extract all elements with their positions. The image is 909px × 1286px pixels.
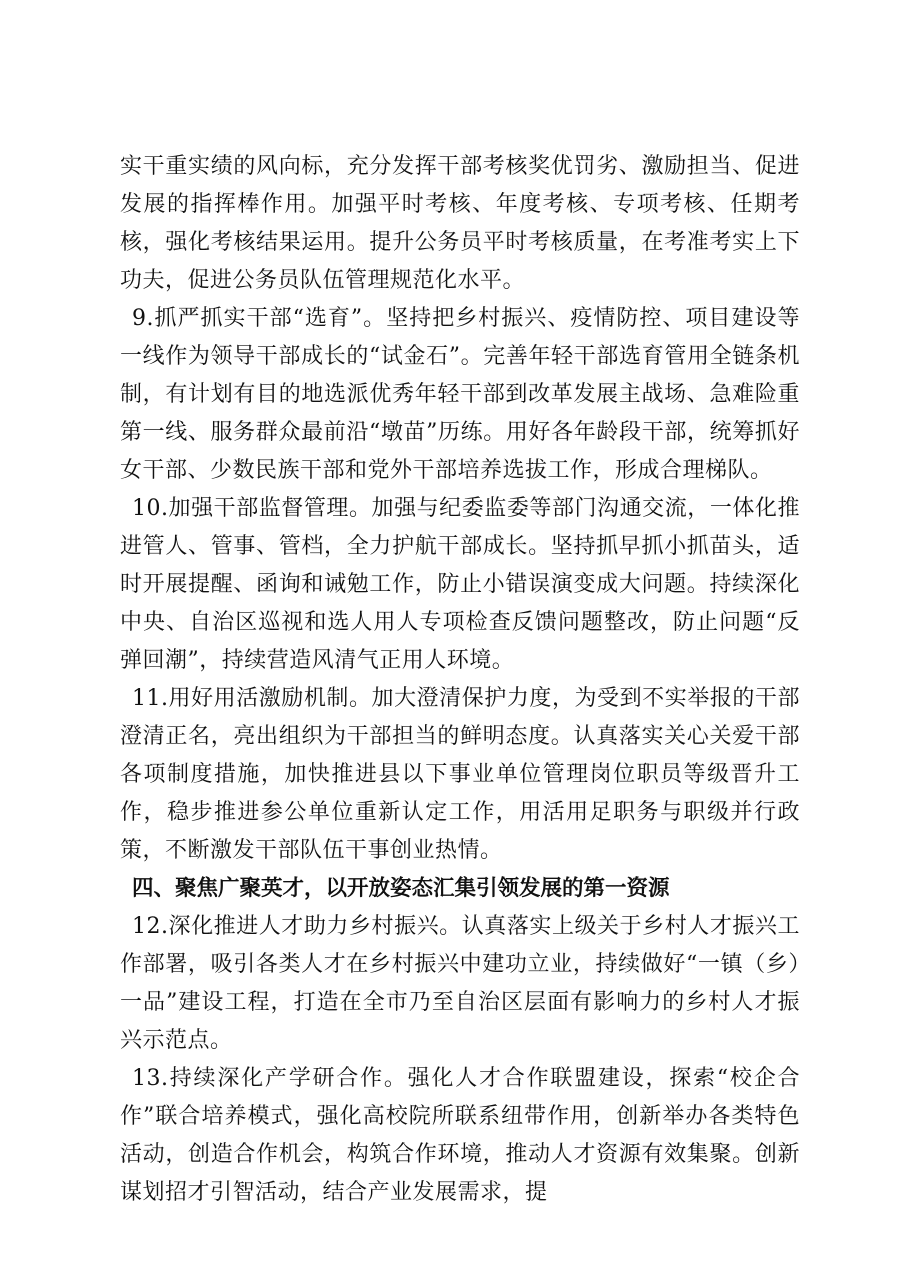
paragraph-continuation: 实干重实绩的风向标，充分发挥干部考核奖优罚劣、激励担当、促进发展的指挥棒作用。加强平时考核、年度考核、专项考核、任期考核，强化考核结果运用。提升公务员平时考核质量，在考准考实上下功夫，促进公务员队伍管理规范化水平。: [120, 154, 800, 293]
paragraph-item-13: 13.持续深化产学研合作。强化人才合作联盟建设，探索“校企合作”联合培养模式，强化高校院所联系纽带作用，创新举办各类特色活动，创造合作机会，构筑合作环境，推动人才资源有效集聚。创新谋划招才引智活动，结合产业发展需求，提: [120, 1066, 800, 1205]
paragraph-item-11: 11.用好用活激励机制。加大澄清保护力度，为受到不实举报的干部澄清正名，亮出组织为干部担当的鲜明态度。认真落实关心关爱干部各项制度措施，加快推进县以下事业单位管理岗位职员等级晋升工作，稳步推进参公单位重新认定工作，用活用足职务与职级并行政策，不断激发干部队伍干事创业热情。: [120, 686, 800, 863]
section-heading-4: 四、聚焦广聚英才，以开放姿态汇集引领发展的第一资源: [132, 876, 670, 901]
paragraph-item-10: 10.加强干部监督管理。加强与纪委监委等部门沟通交流，一体化推进管人、管事、管档，全力护航干部成长。坚持抓早抓小抓苗头，适时开展提醒、函询和诫勉工作，防止小错误演变成大问题。持续深化中央、自治区巡视和选人用人专项检查反馈问题整改，防止问题“反弹回潮”，持续营造风清气正用人环境。: [120, 496, 800, 673]
paragraph-item-12: 12.深化推进人才助力乡村振兴。认真落实上级关于乡村人才振兴工作部署，吸引各类人才在乡村振兴中建功立业，持续做好“一镇（乡）一品”建设工程，打造在全市乃至自治区层面有影响力的乡村人才振兴示范点。: [120, 914, 800, 1053]
paragraph-item-9: 9.抓严抓实干部“选育”。坚持把乡村振兴、疫情防控、项目建设等一线作为领导干部成长的“试金石”。完善年轻干部选育管用全链条机制，有计划有目的地选派优秀年轻干部到改革发展主战场、急难险重第一线、服务群众最前沿“墩苗”历练。用好各年龄段干部，统筹抓好女干部、少数民族干部和党外干部培养选拔工作，形成合理梯队。: [120, 306, 800, 483]
document-page: [120, 148, 800, 1212]
